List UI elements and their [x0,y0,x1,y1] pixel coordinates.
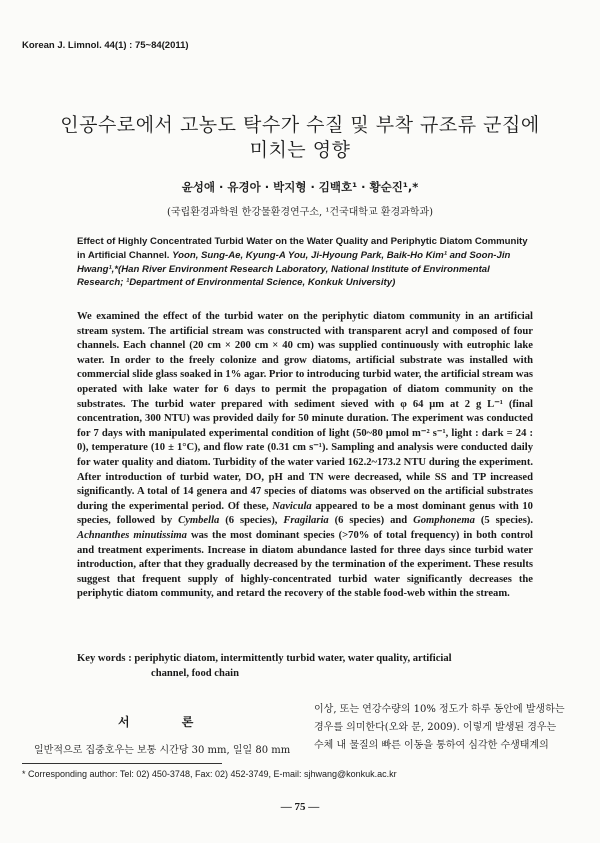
intro-right-line: 경우를 의미한다(오와 문, 2009). 이렇게 발생된 경우는 [314,722,557,733]
intro-right-column [314,701,576,755]
abstract-text: (5 species). [474,515,533,527]
paper-title-line1: 인공수로에서 고농도 탁수가 수질 및 부착 규조류 군집에 [60,114,540,136]
genus-fragilaria: Fragilaria [283,515,329,527]
intro-right-line: 이상, 또는 연강수량의 10% 정도가 하루 동안에 발생하는 [314,704,565,715]
affiliation-korean: (국립환경과학원 한강물환경연구소, ¹건국대학교 환경과학과) [166,207,434,218]
abstract [77,310,533,602]
abstract-text: appeared to be a most dominant genus with 10 species, followed by [77,500,533,527]
genus-gomphonema: Gomphonema [413,515,475,527]
abstract-text: (6 species) and [328,515,414,527]
authors-korean: 윤성애 · 유경아 · 박지형 · 김백호¹ · 황순진¹,* [181,180,419,194]
keywords-label: Key words : [77,653,132,664]
page-number: — 75 — [280,801,320,813]
english-affiliation: (Han River Environment Research Laboratory, National Institute of Environmental Research; ¹Department of Environmental Science, Konkuk University) [77,263,490,289]
genus-cymbella: Cymbella [178,515,220,527]
section-heading-introduction: 서 론 [118,715,218,729]
english-title: Effect of Highly Concentrated Turbid Water on the Water Quality and Periphytic Diatom Community in Artificial Channel. [77,236,528,261]
intro-left-column: 일반적으로 집중호우는 보통 시간당 30 mm, 일일 80 mm [34,745,291,756]
species-achnanthes: Achnanthes minutissima [77,529,187,541]
abstract-text: (6 species), [219,515,284,527]
keywords-line1: periphytic diatom, intermittently turbid water, water quality, artificial [134,653,452,664]
keywords [77,652,533,681]
abstract-text: We examined the effect of the turbid water on the periphytic diatom community in an artificial stream system. The artificial stream was constructed with transparent acryl and composed of four channels. Each channel (20 cm × 200 cm × 40 cm) was supplied continuously with eutrophic lake water. In order to the freely colonize and grow diatoms, artificial substrate was installed with commercial slide glass soaked in 1% agar. Prior to introducing turbid water, the artificial stream was operated with lake water for 6 days to permit the propagation of diatom community on the substrates. The turbid water prepared with sediment sieved with φ 64 μm at 2 g L⁻¹ (final concentration, 300 NTU) was provided daily for 50 minute duration. The experiment was conducted for 7 days with manipulated experimental condition of light (50~80 μmol m⁻² s⁻¹, light : dark = 24 : 0), temperature (10 ± 1°C), and flow rate (0.31 cm s⁻¹). Sampling and analysis were conducted daily for water quality and diatom. Turbidity of the water varied 162.2~173.2 NTU during the experiment. After introduction of turbid water, DO, pH and TN were decreased, while SS and TP increased significantly. A total of 14 genera and 47 species of diatoms was observed on the artificial substrates during the experimental period. Of these, [77,311,533,512]
genus-navicula: Navicula [272,500,312,512]
abstract-text: was the most dominant species (>70% of total frequency) in both control and treatment experiments. Increase in diatom abundance lasted for three days since turbid water introduction, after that they gradually decreased by the termination of the experiment. These results suggest that frequent supply of highly-concentrated turbid water significantly decreases the periphytic diatom community, and retard the recovery of the stable food-web within the stream. [77,529,533,600]
english-title-block [77,235,533,290]
english-authors: Yoon, Sung-Ae, Kyung-A You, Ji-Hyoung Park, Baik-Ho Kim¹ and Soon-Jin Hwang¹,* [77,249,511,275]
paper-title-line2: 미치는 영향 [249,139,351,161]
footnote-corresponding-author: * Corresponding author: Tel: 02) 450-3748, Fax: 02) 452-3749, E-mail: sjhwang@konkuk.ac.kr [22,769,397,779]
journal-reference: Korean J. Limnol. 44(1) : 75~84(2011) [22,40,189,51]
keywords-line2: channel, food chain [151,667,240,679]
footnote-divider [22,763,222,764]
intro-right-line: 수체 내 물질의 빠른 이동을 통하여 심각한 수생태계의 [314,740,549,751]
